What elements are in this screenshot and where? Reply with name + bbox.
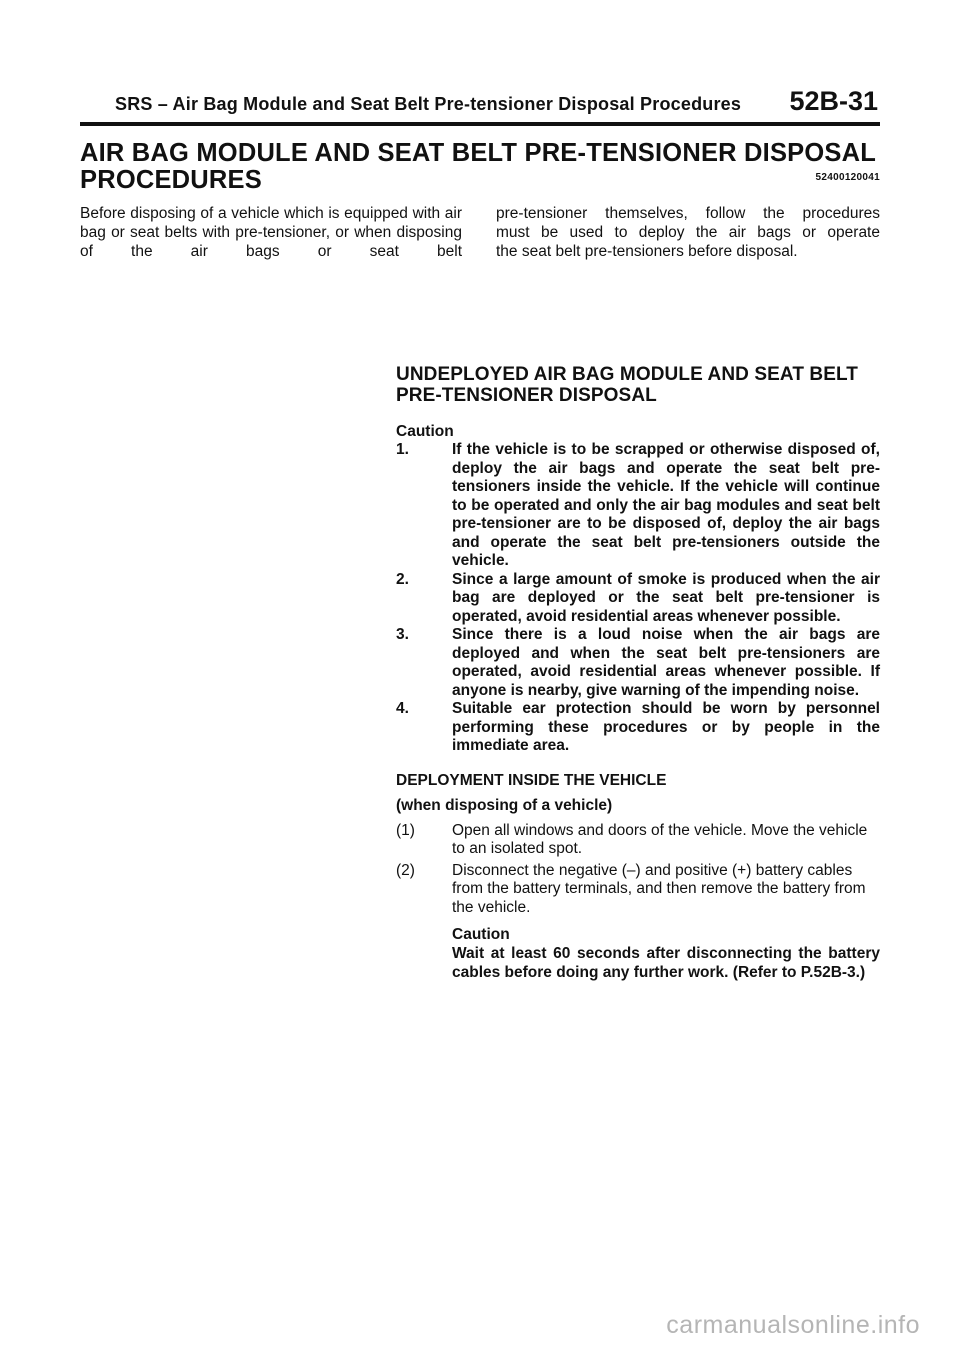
intro-left-column — [80, 204, 462, 261]
step-number: (2) — [396, 861, 415, 879]
intro-right-column — [496, 204, 880, 261]
deployment-step — [396, 862, 880, 918]
intro-line: Before disposing of a vehicle which is equipped — [80, 205, 408, 222]
caution-list — [396, 441, 880, 756]
main-title: AIR BAG MODULE AND SEAT BELT PRE-TENSIONER DISPOSAL PROCEDURES — [80, 139, 876, 194]
caution-item-text: Since there is a loud noise when the air bags are deployed and when the seat belt pre-tensioners are operated, avoid residential areas whenever possible. If anyone is nearby, give warning of the impending noise. — [452, 626, 880, 699]
intro-line: when disposing of the air bags or seat belt — [80, 224, 462, 260]
intro-line: must be used to deploy the air bags or operate — [496, 224, 880, 241]
caution-item-number: 2. — [396, 570, 409, 588]
section-title: UNDEPLOYED AIR BAG MODULE AND SEAT BELT PRE-TENSIONER DISPOSAL — [396, 364, 859, 406]
caution-item-text: If the vehicle is to be scrapped or otherwise disposed of, deploy the air bags and operate the seat belt pre-tensioners inside the vehicle. If the vehicle will continue to be operated and only the air bag modules and seat belt pre-tensioner are to be disposed of, deploy the air bags and operate the seat belt pre-tensioners outside the vehicle. — [452, 441, 880, 569]
deployment-step — [396, 822, 880, 859]
step-text: Open all windows and doors of the vehicle. Move the vehicle to an isolated spot. — [452, 821, 868, 857]
watermark: carmanualsonline.info — [666, 1311, 920, 1339]
caution-item — [396, 441, 880, 571]
step-text: Disconnect the negative (–) and positive (+) battery cables from the battery terminals, and then remove the battery from the vehicle. — [452, 861, 866, 916]
caution-item — [396, 700, 880, 756]
header-title: SRS – Air Bag Module and Seat Belt Pre-tensioner Disposal Procedures — [115, 94, 742, 114]
undeployed-disposal-section — [396, 364, 880, 982]
page-header — [80, 88, 880, 126]
intro-line: pre-tensioner themselves, follow the procedures — [496, 205, 880, 222]
caution-item-text: Since a large amount of smoke is produced when the air bag are deployed or the seat belt pre-tensioner is operated, avoid residential areas whenever possible. — [452, 570, 880, 625]
step-number: (1) — [396, 821, 415, 839]
deployment-heading: DEPLOYMENT INSIDE THE VEHICLE — [396, 771, 667, 789]
step-caution-label: Caution — [452, 926, 510, 943]
step-caution — [452, 925, 880, 982]
intro-line: the seat belt pre-tensioners before disposal. — [496, 243, 798, 260]
step-caution-text: Wait at least 60 seconds after disconnecting the battery cables before doing any further work. (Refer to P.52B-3.) — [452, 945, 880, 981]
caution-item-number: 4. — [396, 700, 409, 717]
deployment-subheading: (when disposing of a vehicle) — [396, 796, 613, 814]
caution-label: Caution — [396, 423, 454, 440]
caution-item-text: Suitable ear protection should be worn by personnel performing these procedures or by people in the immediate area. — [452, 700, 880, 754]
document-code: 52400120041 — [815, 172, 880, 183]
page-number: 52B-31 — [789, 86, 878, 116]
caution-item — [396, 626, 880, 700]
caution-item — [396, 571, 880, 627]
caution-item-number: 3. — [396, 626, 409, 643]
deployment-steps — [396, 822, 880, 918]
intro-line: with air bag or seat belts with pre-tensioner, or — [80, 205, 462, 241]
caution-item-number: 1. — [396, 441, 409, 458]
